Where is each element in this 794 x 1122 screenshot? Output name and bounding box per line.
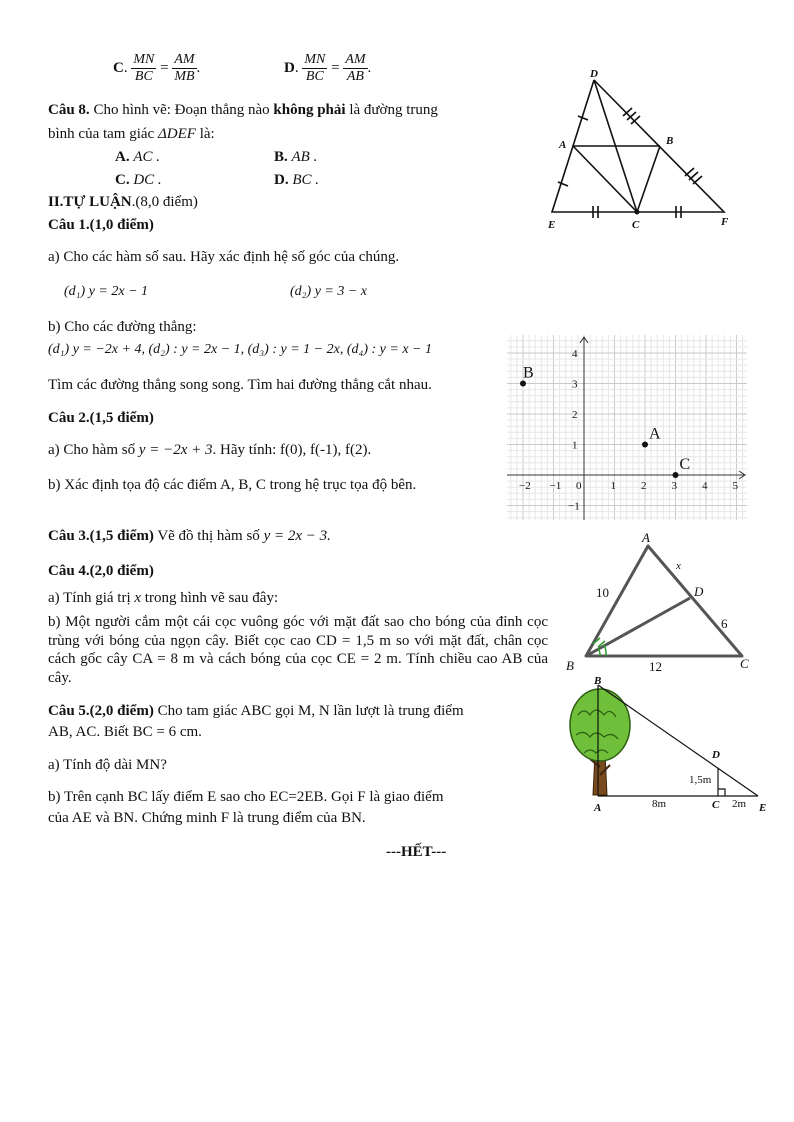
part2-heading: II.TỰ LUẬN.(8,0 điểm) [48, 194, 198, 210]
option-label: C [113, 59, 124, 76]
label-c: C [712, 799, 720, 811]
q8-line2: bình của tam giác ΔDEF là: [48, 126, 215, 142]
c4-part-a: a) Tính giá trị x trong hình vẽ sau đây: [48, 590, 279, 606]
label-a: A [642, 530, 650, 545]
c1-lines: (d₁) y = −2x + 4, (d₂) : y = 2x − 1, (d₃) : y = 1 − 2x, (d₄) : y = x − 1 [48, 342, 432, 357]
x-tick-label: 5 [732, 480, 738, 492]
label-x: x [676, 560, 681, 572]
x-tick-label: 4 [702, 480, 708, 492]
q7-option-c: C. $\frac{MN}{BC}$ = $\frac{AM}{MB}$ . [113, 52, 201, 84]
label-ce: 2m [732, 798, 747, 810]
x-tick-label: 3 [671, 480, 677, 492]
point-label: B [523, 364, 534, 382]
y-tick-label: −1 [568, 500, 580, 513]
c1-ask: Tìm các đường thẳng song song. Tìm hai đường thẳng cắt nhau. [48, 377, 432, 393]
label-d: D [590, 68, 598, 80]
y-tick-label: 2 [572, 409, 578, 421]
point-label: C [679, 456, 691, 473]
label-e: E [548, 219, 556, 231]
coordinate-grid [507, 335, 747, 520]
q8-line1: Câu 8. Cho hình vẽ: Đoạn thẳng nào không phải là đường trung [48, 102, 438, 118]
q7-option-d: D. $\frac{MN}{BC}$ = $\frac{AM}{AB}$ . [284, 52, 372, 84]
label-b: B [566, 658, 574, 673]
tree-icon [570, 689, 630, 795]
c5-line1: Câu 5.(2,0 điểm) Cho tam giác ABC gọi M, N lần lượt là trung điểm [48, 703, 464, 719]
c2-part-b: b) Xác định tọa độ các điểm A, B, C trong hệ trục tọa độ bên. [48, 477, 417, 493]
label-bc: 12 [649, 659, 662, 674]
c5-part-a: a) Tính độ dài MN? [48, 757, 167, 773]
label-f: F [721, 216, 729, 228]
x-tick-label: −2 [519, 480, 531, 492]
q8-option-a: A. AC . [115, 149, 161, 165]
label-cd: 1,5m [689, 774, 712, 786]
c3-line: Câu 3.(1,5 điểm) Vẽ đồ thị hàm số y = 2x − 3. [48, 528, 331, 544]
tree-shadow-figure [560, 675, 770, 820]
point-label: A [649, 425, 661, 443]
label-ab: 10 [596, 585, 609, 600]
label-c: C [632, 219, 640, 231]
c1-part-b: b) Cho các đường thẳng: [48, 319, 197, 335]
label-ac: 8m [652, 798, 667, 810]
c5-line2: AB, AC. Biết BC = 6 cm. [48, 724, 202, 740]
y-tick-label: 4 [572, 348, 578, 360]
label-dc: 6 [721, 616, 728, 631]
label-a: A [594, 802, 602, 814]
end-marker: ---HẾT--- [386, 844, 447, 860]
c2-title: Câu 2.(1,5 điểm) [48, 410, 154, 426]
c5-part-b1: b) Trên cạnh BC lấy điểm E sao cho EC=2EB. Gọi F là giao điểm [48, 789, 444, 805]
y-tick-label: 1 [572, 439, 578, 452]
c1-d2: (d₂) y = 3 − x [290, 284, 368, 299]
c2-part-a: a) Cho hàm số y = −2x + 3. Hãy tính: f(0), f(-1), f(2). [48, 442, 372, 458]
q8-option-b: B. AB . [274, 149, 318, 165]
label-b: B [666, 135, 674, 147]
c4-title: Câu 4.(2,0 điểm) [48, 563, 154, 579]
c4-part-b: b) Một người cắm một cái cọc vuông góc với mặt đất sao cho bóng của đỉnh cọc trùng với bóng của ngọn cây. Biết cọc cao CD = 1,5 m so với mặt đất, chân cọc cách gốc cây CA = 8 m và cách bóng của cọc CE = 2 m. Tính chiều cao AB của cây. [48, 614, 548, 686]
label-c: C [740, 656, 749, 671]
c1-title: Câu 1.(1,0 điểm) [48, 217, 154, 233]
x-tick-label: 1 [610, 480, 616, 492]
x-tick-label: −1 [549, 480, 562, 492]
option-label: D [284, 59, 295, 76]
triangle-abc-figure [560, 528, 760, 678]
c1-part-a: a) Cho các hàm số sau. Hãy xác định hệ số góc của chúng. [48, 249, 400, 265]
label-b: B [594, 675, 602, 687]
point-a [642, 442, 648, 448]
point-c [673, 472, 679, 478]
label-d: D [694, 584, 704, 599]
triangle-def-figure [540, 62, 740, 232]
q8-option-c: C. DC . [115, 172, 162, 188]
c1-d1: (d₁) y = 2x − 1 [64, 284, 149, 299]
q8-option-d: D. BC . [274, 172, 320, 188]
label-a: A [559, 139, 567, 151]
x-tick-label: 2 [641, 480, 647, 492]
c5-part-b2: của AE và BN. Chứng minh F là trung điểm của BN. [48, 810, 366, 826]
label-e: E [759, 802, 767, 814]
label-d: D [712, 749, 720, 761]
x-tick-label: 0 [576, 480, 582, 492]
y-tick-label: 3 [572, 378, 578, 391]
